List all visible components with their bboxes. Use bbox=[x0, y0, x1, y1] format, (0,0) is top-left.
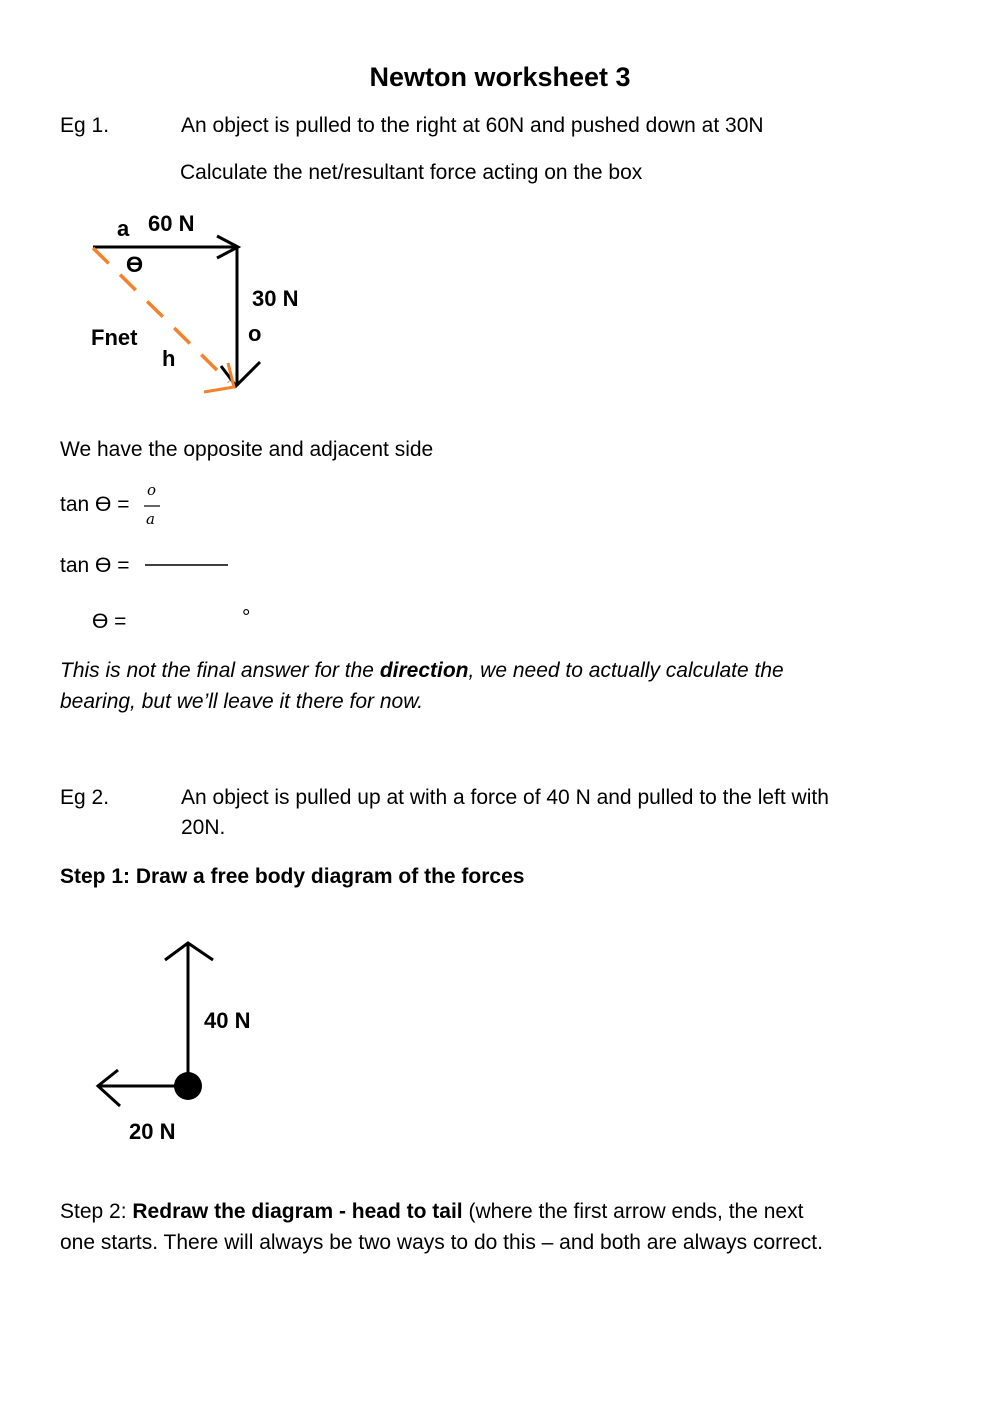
eg1-line1: An object is pulled to the right at 60N and pushed down at 30N bbox=[181, 114, 764, 137]
label-40n: 40 N bbox=[204, 1008, 251, 1033]
tan-equation-1-left: tan ϴ = bbox=[60, 493, 130, 516]
sides-text: We have the opposite and adjacent side bbox=[60, 438, 434, 461]
eg1-label: Eg 1. bbox=[60, 114, 110, 137]
label-o: o bbox=[248, 321, 262, 346]
eg2-line1: An object is pulled up at with a force of 40 N and pulled to the left with bbox=[181, 786, 829, 809]
step2-prefix: Step 2: bbox=[60, 1200, 133, 1223]
label-theta: ϴ bbox=[126, 252, 144, 277]
label-fnet: Fnet bbox=[91, 325, 138, 350]
degree-symbol: ° bbox=[242, 606, 251, 629]
step2-line1 bbox=[60, 1200, 803, 1224]
eg2-line2: 20N. bbox=[181, 816, 226, 839]
tan-equation-2-left: tan ϴ = bbox=[60, 554, 130, 577]
note-part1: This is not the final answer for the bbox=[60, 659, 380, 682]
direction-note-line2: bearing, but we’ll leave it there for now. bbox=[60, 690, 424, 713]
note-bold-direction: direction bbox=[379, 659, 469, 682]
eg1-line2: Calculate the net/resultant force acting on the box bbox=[180, 161, 643, 184]
tan-fraction-numerator: o bbox=[147, 481, 157, 499]
page-title: Newton worksheet 3 bbox=[369, 62, 631, 92]
step2-rest: (where the first arrow ends, the next bbox=[462, 1200, 804, 1223]
force-20n-arrowhead bbox=[98, 1070, 120, 1106]
label-30n: 30 N bbox=[252, 286, 299, 311]
object-dot bbox=[174, 1072, 202, 1100]
step2-bold: Redraw the diagram - head to tail bbox=[132, 1200, 463, 1223]
eg2-label: Eg 2. bbox=[60, 786, 110, 809]
theta-equation-left: ϴ = bbox=[92, 610, 127, 633]
tan-fraction-denominator: a bbox=[146, 510, 155, 528]
note-part2: , we need to actually calculate the bbox=[468, 659, 784, 682]
step2-line2: one starts. There will always be two ways to do this – and both are always correct. bbox=[60, 1231, 823, 1254]
label-a: a bbox=[117, 216, 130, 241]
label-60n: 60 N bbox=[148, 211, 195, 236]
label-h: h bbox=[162, 346, 176, 371]
label-20n: 20 N bbox=[129, 1119, 176, 1144]
step1-heading: Step 1: Draw a free body diagram of the forces bbox=[60, 865, 525, 888]
